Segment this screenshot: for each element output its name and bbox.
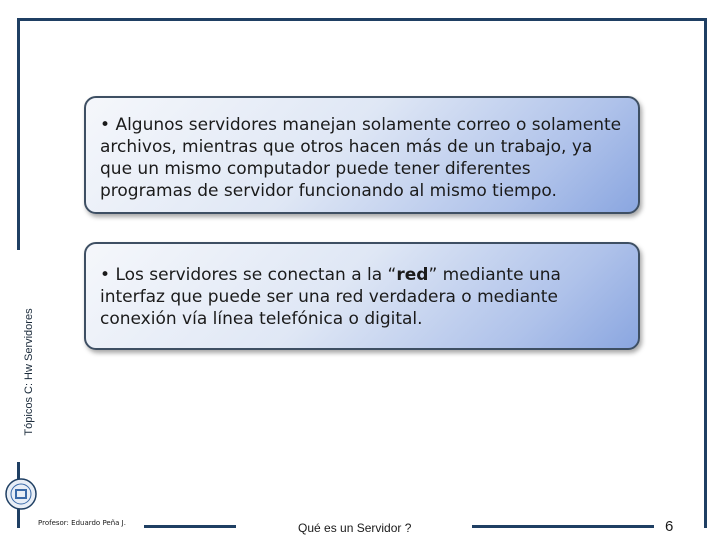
bullet-paragraph-1 — [100, 114, 624, 202]
content-box-1 — [84, 96, 640, 214]
bullet-paragraph-2 — [100, 264, 624, 330]
paragraph-text: Algunos servidores manejan solamente correo o solamente archivos, mientras que otros hacen más de un trabajo, ya que un mismo computador puede tener diferentes programas de servidor funcionando al mismo tiempo. — [100, 115, 622, 201]
emphasis-word: red — [396, 265, 429, 285]
frame-top-border — [17, 18, 707, 21]
footer-topic: Qué es un Servidor ? — [298, 521, 412, 535]
content-box-2 — [84, 242, 640, 350]
page-number: 6 — [665, 518, 674, 535]
bullet-icon: • — [100, 265, 111, 285]
paragraph-text-end: ” mediante una interfaz que puede ser una red verdadera o mediante conexión vía línea telefónica o digital. — [100, 265, 561, 329]
institution-logo — [4, 477, 38, 511]
footer-rule-right — [472, 525, 654, 528]
frame-right-border — [704, 18, 707, 528]
frame-left-border-upper — [17, 18, 20, 250]
bullet-icon: • — [100, 115, 111, 135]
footer-author: Profesor: Eduardo Peña J. — [38, 519, 126, 527]
footer-rule-left — [144, 525, 236, 528]
side-title: Tópicos C: Hw Servidores — [23, 308, 35, 436]
paragraph-text-start: Los servidores se conectan a la “ — [115, 265, 397, 285]
